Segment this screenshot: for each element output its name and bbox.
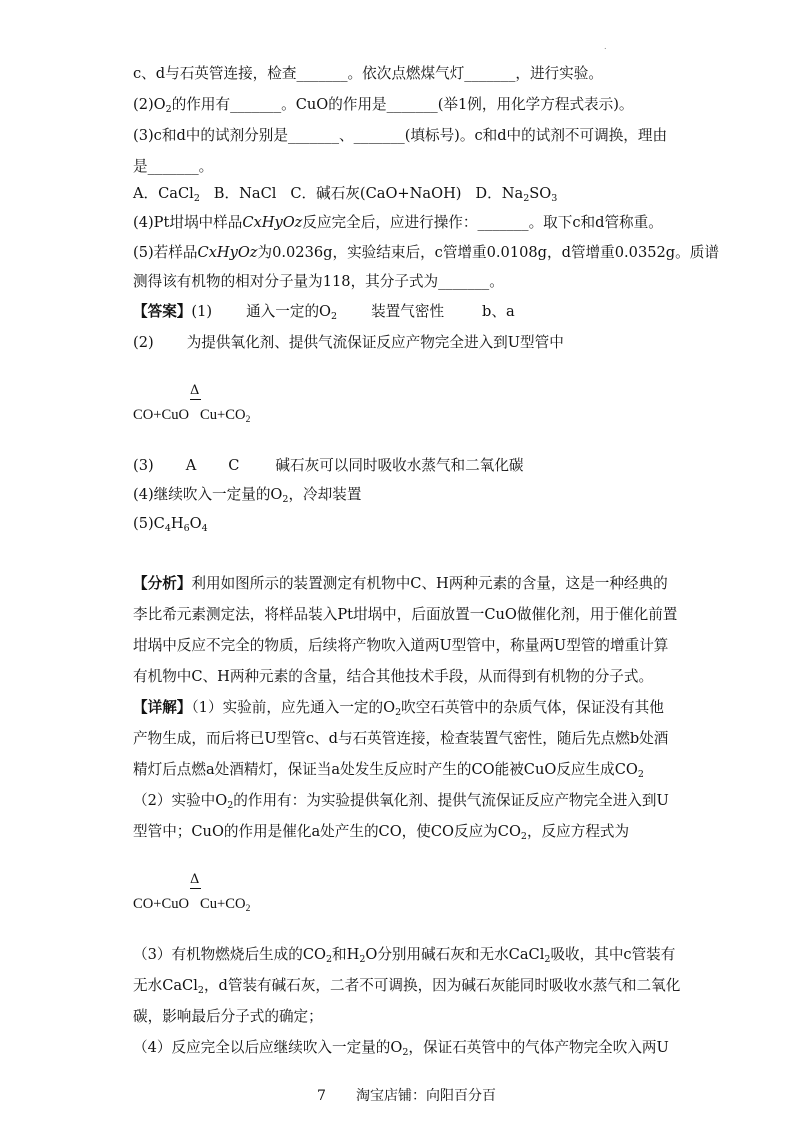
answer-line-5: $(5)C_4H_6O_4$ xyxy=(133,515,208,534)
answer-line-3: (3) A C 碱石灰可以同时吸收水蒸气和二氧化碳 xyxy=(133,457,524,474)
question-line-2: $(2)O_2$的作用有_______。CuO的作用是_______(举1例，用化学方程式表示)。 xyxy=(133,96,634,115)
equation-2: CO+CuO $Cu+CO_2$ xyxy=(133,896,251,914)
question-line-6: (4)Pt坩埚中样品CxHyOz反应完全后，应进行操作：_______。取下c和d管称重。 xyxy=(133,214,663,231)
detail-line-1: 【详解】（1）实验前，应先通入一定的$O_2$吹空石英管中的杂质气体，保证没有其他 xyxy=(133,699,664,718)
heat-delta-mark-1: Δ xyxy=(190,383,200,398)
analysis-line-4: 有机物中C、H两种元素的含量，结合其他技术手段，从而得到有机物的分子式。 xyxy=(133,668,654,685)
answer-line-4: (4)继续吹入一定量的$O_2$，冷却装置 xyxy=(133,486,362,505)
analysis-line-3: 坩埚中反应不完全的物质，后续将产物吹入道两U型管中，称量两U型管的增重计算 xyxy=(133,637,669,654)
question-line-4: 是_______。 xyxy=(133,158,214,175)
answer-line-1: 【答案】(1) 通入一定的$O_2$ 装置气密性 b、a xyxy=(133,303,515,322)
answer-label: 【答案】 xyxy=(133,303,192,320)
detail-line-4: （2）实验中$O_2$的作用有：为实验提供氧化剂、提供气流保证反应产物完全进入到U xyxy=(133,792,669,811)
analysis-label: 【分析】 xyxy=(133,575,192,592)
detail-line-8: 碳，影响最后分子式的确定； xyxy=(133,1008,323,1025)
question-line-3: (3)c和d中的试剂分别是_______、_______(填标号)。c和d中的试剂不可调换，理由 xyxy=(133,127,668,144)
detail-label: 【详解】 xyxy=(133,699,192,716)
detail-line-5: 型管中；CuO的作用是催化a处产生的CO，使CO反应为$CO_2$，反应方程式为 xyxy=(133,823,630,842)
detail-line-6: （3）有机物燃烧后生成的$CO_2$和$H_2O$分别用碱石灰和无水CaCl$_2$吸收，其中c管装有 xyxy=(133,946,676,965)
analysis-line-2: 李比希元素测定法，将样品装入Pt坩埚中，后面放置一CuO做催化剂，用于催化前置 xyxy=(133,606,678,623)
detail-line-2: 产物生成，而后将已U型管c、d与石英管连接，检查装置气密性，随后先点燃b处酒 xyxy=(133,730,669,747)
options-line: A．CaCl$_2$ B．NaCl C．碱石灰(CaO+NaOH) D．$Na_2SO_3$ xyxy=(133,185,558,204)
shop-label: 淘宝店铺：向阳百分百 xyxy=(356,1088,496,1104)
question-line-7: (5)若样品CxHyOz为0.0236g，实验结束后，c管增重0.0108g，d管增重0.0352g。质谱 xyxy=(133,244,719,261)
detail-line-7: 无水CaCl$_2$，d管装有碱石灰，二者不可调换，因为碱石灰能同时吸收水蒸气和二氧化 xyxy=(133,977,681,996)
question-line-8: 测得该有机物的相对分子量为118，其分子式为_______。 xyxy=(133,273,504,290)
answer-line-2: (2) 为提供氧化剂、提供气流保证反应产物完全进入到U型管中 xyxy=(133,334,564,351)
equation-1: CO+CuO $Cu+CO_2$ xyxy=(133,407,251,425)
detail-line-3: 精灯后点燃a处酒精灯，保证当a处发生反应时产生的CO能被CuO反应生成$CO_2$ xyxy=(133,761,644,780)
heat-delta-mark-2: Δ xyxy=(190,872,200,887)
corner-dot: . xyxy=(604,42,607,51)
analysis-line-1: 【分析】利用如图所示的装置测定有机物中C、H两种元素的含量，这是一种经典的 xyxy=(133,575,668,592)
question-line-1: c、d与石英管连接，检查_______。依次点燃煤气灯_______，进行实验。 xyxy=(133,65,603,82)
detail-line-9: （4）反应完全以后应继续吹入一定量的$O_2$，保证石英管中的气体产物完全吹入两U xyxy=(133,1039,669,1058)
page-number: 7 xyxy=(317,1088,326,1104)
